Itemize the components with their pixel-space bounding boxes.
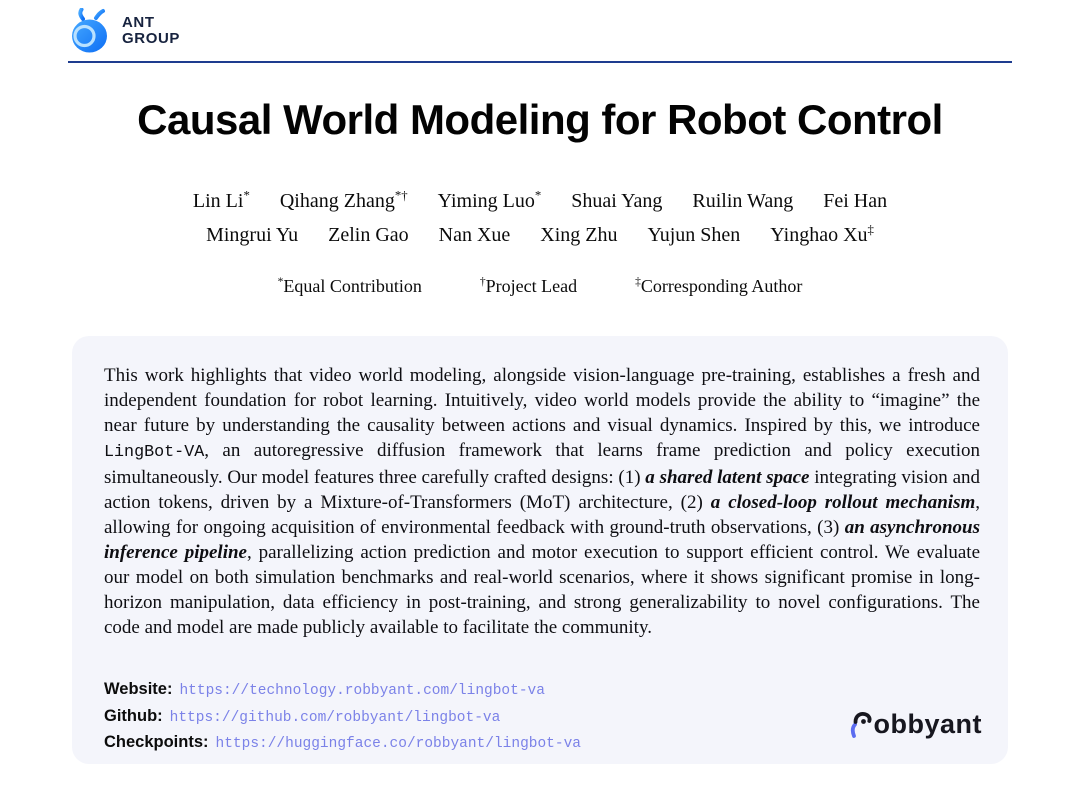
author-name: Lin Li* (192, 188, 250, 212)
link-label: Github: (104, 706, 163, 725)
ant-group-logo (68, 8, 1012, 54)
author-name: Nan Xue (438, 224, 511, 246)
author-name: Fei Han (823, 190, 888, 212)
author-name: Xing Zhu (540, 224, 618, 246)
authors-block (0, 184, 1080, 252)
robbyant-r-icon (849, 709, 873, 738)
abstract-segment: , an autoregressive diffusion framework that learns frame prediction and policy execution simultaneously. Our model features three carefully crafted designs: (1) (104, 440, 980, 488)
abstract-segment: integrating vision and action tokens, driven by a Mixture-of-Transformers (MoT) architecture, (2) (104, 467, 980, 513)
author-name: Mingrui Yu (206, 224, 299, 246)
robbyant-logo (849, 709, 983, 738)
author-name: Yinghao Xu‡ (770, 222, 874, 246)
link-row (104, 677, 980, 704)
model-name: LingBot-VA (104, 443, 205, 462)
contribution-note: ‡Corresponding Author (635, 276, 803, 296)
abstract-segment: , parallelizing action prediction and motor execution to support efficient control. We evaluate our model on both simulation benchmarks and real-world scenarios, where it shows significant promise in long-horizon manipulation, data efficiency in post-training, and strong generalizability to novel configurations. The code and model are made publicly available to facilitate the community. (104, 542, 980, 638)
authors-row-2 (0, 218, 1080, 252)
author-name: Ruilin Wang (692, 190, 794, 212)
abstract-segment: , allowing for ongoing acquisition of environmental feedback with ground-truth observations, (3) (104, 492, 980, 538)
design-highlight: a shared latent space (645, 467, 810, 488)
ant-group-wordmark (122, 15, 180, 47)
link-label: Website: (104, 680, 173, 698)
abstract-box (72, 336, 1008, 764)
contribution-note: †Project Lead (479, 276, 578, 296)
contribution-note: *Equal Contribution (277, 276, 422, 296)
author-name: Qihang Zhang*† (279, 188, 408, 212)
paper-title: Causal World Modeling for Robot Control (137, 96, 943, 143)
design-highlight: an asynchronous inference pipeline (104, 517, 980, 563)
abstract-text (104, 363, 980, 640)
author-name: Yujun Shen (647, 224, 741, 246)
header-divider (68, 61, 1012, 63)
author-name: Shuai Yang (571, 190, 663, 212)
robbyant-wordmark-text: obbyant (873, 709, 982, 739)
design-highlight: a closed-loop rollout mechanism (710, 492, 976, 513)
page-header (0, 0, 1080, 63)
contribution-notes (0, 276, 1080, 297)
link-url[interactable]: https://huggingface.co/robbyant/lingbot-va (215, 736, 581, 752)
ant-group-wordmark-line2: GROUP (122, 30, 181, 47)
author-name: Yiming Luo* (437, 188, 542, 212)
abstract-segment: This work highlights that video world modeling, alongside vision-language pre-training, establishes a fresh and independent foundation for robot learning. Intuitively, video world models provide the ability to “imagine” the near future by understanding the causality between actions and visual dynamics. Inspired by this, we introduce (104, 365, 980, 436)
author-name: Zelin Gao (328, 224, 409, 246)
ant-group-wordmark-line1: ANT (122, 14, 155, 31)
link-url[interactable]: https://github.com/robbyant/lingbot-va (169, 709, 501, 726)
authors-row-1 (0, 184, 1080, 218)
ant-group-icon (68, 8, 112, 54)
link-label: Checkpoints: (104, 733, 209, 751)
link-url[interactable]: https://technology.robbyant.com/lingbot-va (179, 683, 545, 699)
